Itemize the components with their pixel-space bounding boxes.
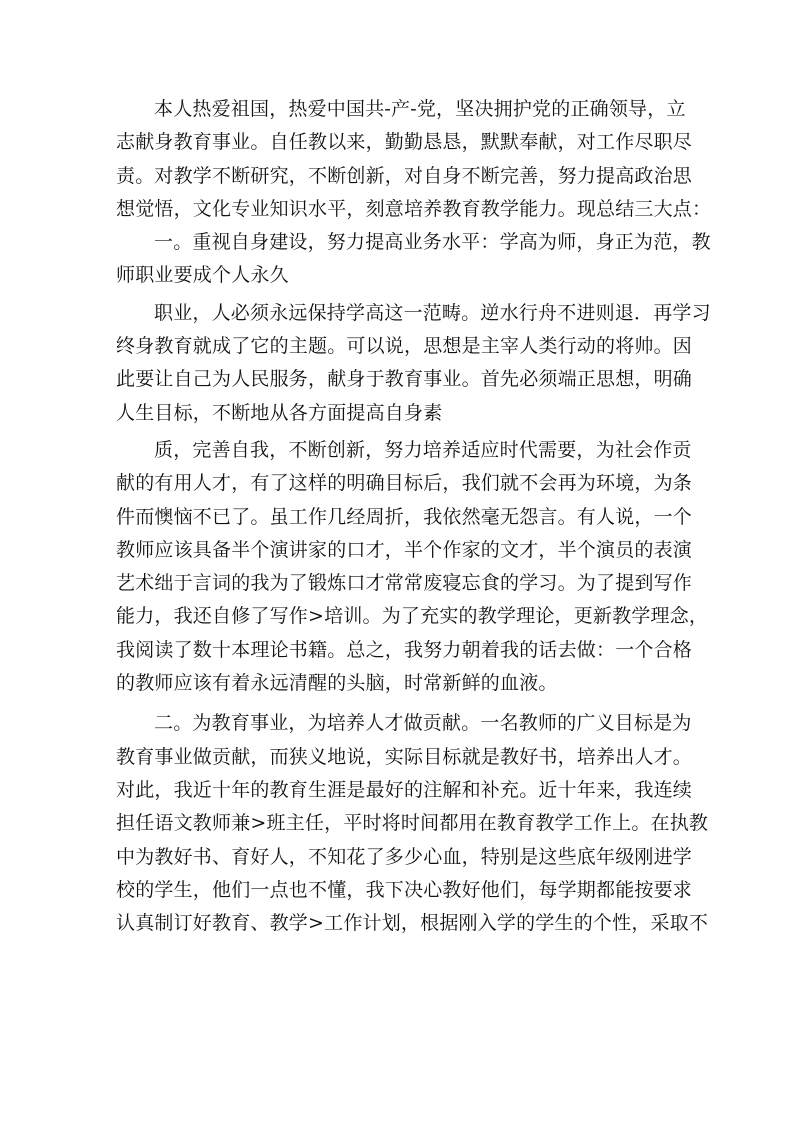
text-line: 此要让自己为人民服务，献身于教育事业。首先必须端正思想，明确 <box>116 368 693 391</box>
text-line: 职业，人必须永远保持学高这一范畴。逆水行舟不进则退．再学习 <box>154 301 711 324</box>
text-line: 二。为教育事业，为培养人才做贡献。一名教师的广义目标是为 <box>154 712 692 735</box>
text-line: 我阅读了数十本理论书籍。总之，我努力朝着我的话去做：一个合格 <box>116 638 693 661</box>
text-line: 担任语文教师兼>班主任，平时将时间都用在教育教学工作上。在执教 <box>116 812 709 835</box>
text-line: 献的有用人才，有了这样的明确目标后，我们就不会再为环境，为条 <box>116 472 693 495</box>
text-line: 质，完善自我，不断创新，努力培养适应时代需要，为社会作贡 <box>154 438 692 461</box>
text-line: 本人热爱祖国，热爱中国共-产-党，坚决拥护党的正确领导，立 <box>154 98 686 120</box>
text-line: 师职业要成个人永久 <box>116 264 289 287</box>
paragraph-career <box>116 297 711 430</box>
text-line: 教育事业做贡献，而狭义地说，实际目标就是教好书，培养出人才。 <box>116 745 693 768</box>
text-line: 一。重视自身建设，努力提高业务水平：学高为师，身正为范，教 <box>154 231 711 254</box>
document-page <box>116 93 712 940</box>
text-line: 责。对教学不断研究，不断创新，对自身不断完善，努力提高政治思 <box>116 164 693 187</box>
text-line: 艺术绌于言词的我为了锻炼口才常常废寝忘食的学习。为了提到写作 <box>116 572 693 595</box>
text-line: 认真制订好教育、教学>工作计划，根据刚入学的学生的个性，采取不 <box>116 912 709 935</box>
text-line: 志献身教育事业。自任教以来，勤勤恳恳，默默奉献，对工作尽职尽 <box>116 131 693 154</box>
text-line: 能力，我还自修了写作>培训。为了充实的教学理论，更新教学理念， <box>116 605 709 628</box>
paragraph-point-one <box>116 226 711 293</box>
text-line: 的教师应该有着永远清醒的头脑，时常新鲜的血液。 <box>116 672 558 695</box>
text-line: 教师应该具备半个演讲家的口才，半个作家的文才，半个演员的表演 <box>116 538 693 561</box>
text-line: 中为教好书、育好人，不知花了多少心血，特别是这些底年级刚进学 <box>116 845 693 868</box>
paragraph-point-two <box>116 707 709 940</box>
text-line: 终身教育就成了它的主题。可以说，思想是主宰人类行动的将帅。因 <box>116 335 693 358</box>
text-line: 人生目标，不断地从各方面提高自身素 <box>116 401 443 424</box>
text-line: 件而懊恼不已了。虽工作几经周折，我依然毫无怨言。有人说，一个 <box>116 505 693 528</box>
paragraph-intro <box>116 93 712 226</box>
paragraph-quality <box>116 434 709 700</box>
text-line: 对此，我近十年的教育生涯是最好的注解和补充。近十年来，我连续 <box>116 778 693 801</box>
text-line: 校的学生，他们一点也不懂，我下决心教好他们，每学期都能按要求 <box>116 878 693 901</box>
text-line: 想觉悟，文化专业知识水平，刻意培养教育教学能力。现总结三大点： <box>116 197 712 220</box>
